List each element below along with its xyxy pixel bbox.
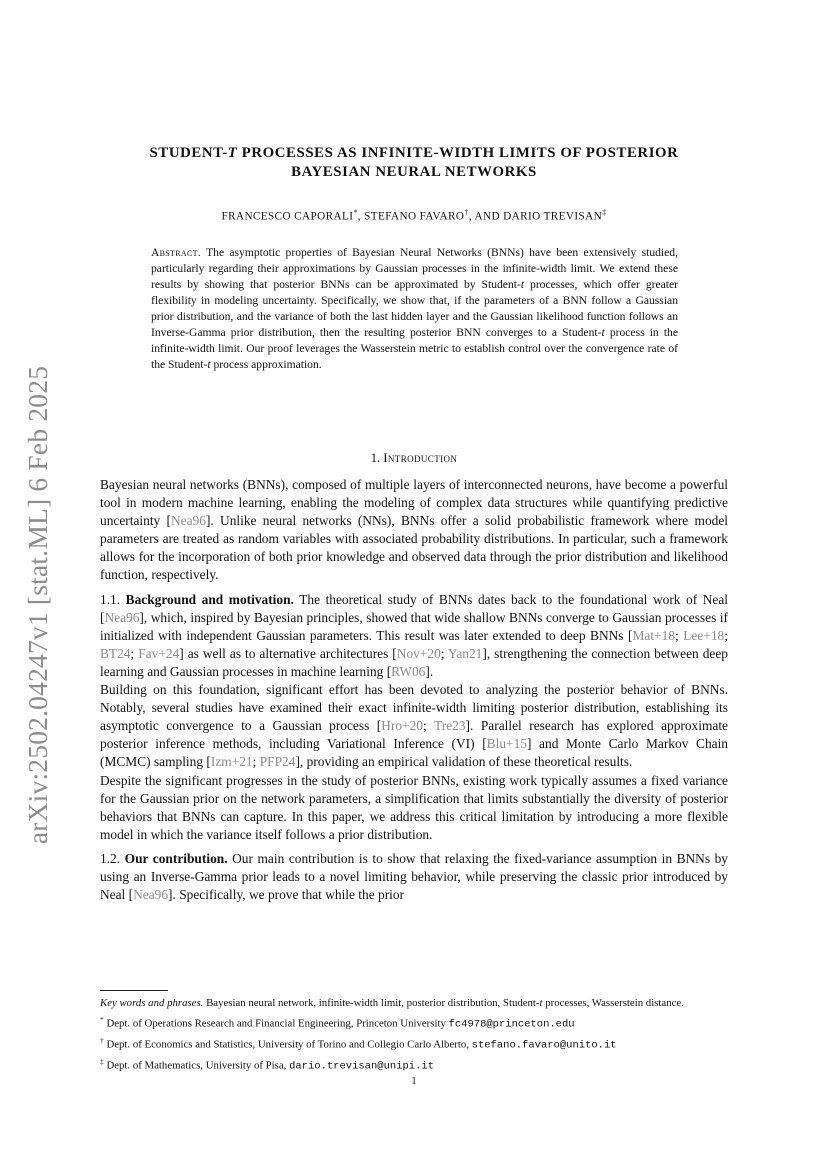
background-paragraph — [100, 591, 728, 681]
math-t: t — [207, 358, 211, 371]
math-t: t — [539, 997, 543, 1009]
abstract-text: process in the infinite-width limit. Our proof leverages the Wasserstein metric to establish control over the convergence rate of the Student- — [151, 326, 678, 371]
citation-link[interactable]: Nea96 — [104, 609, 140, 625]
citation-link[interactable]: Hro+20 — [381, 718, 424, 734]
affiliation-mark: † — [464, 208, 469, 217]
citation-link[interactable]: Yan21 — [448, 645, 483, 661]
section-number: 1. — [370, 451, 384, 465]
subsection-number: 1.2. — [100, 850, 125, 866]
section-title: Introduction — [383, 451, 458, 465]
paragraph-text: ]. Specifically, we prove that while the prior — [168, 887, 405, 903]
paragraph-text: ] as well as to alternative architectures [ — [179, 645, 397, 661]
footnotes — [100, 996, 728, 1075]
intro-paragraph — [100, 476, 728, 585]
affiliation-mark: ‡ — [602, 208, 607, 217]
title-line-2: BAYESIAN NEURAL NETWORKS — [291, 164, 537, 180]
citation-link[interactable]: Blu+15 — [486, 736, 527, 752]
citation-separator: ; — [440, 645, 449, 661]
citation-link[interactable]: RW06 — [391, 663, 426, 679]
affiliation-mark: ‡ — [100, 1056, 104, 1066]
paragraph-text: ] and Monte Carlo Markov Chain (MCMC) sampling [ — [100, 736, 728, 770]
title-line-1 — [100, 144, 728, 163]
author-name: , AND DARIO TREVISAN — [468, 210, 603, 223]
paragraph-text: Bayesian neural networks (BNNs), composed of multiple layers of interconnected neurons, have become a powerful tool in modern machine learning, enabling the modeling of complex data structures while quantifying predictive uncertainty [ — [100, 477, 728, 529]
paragraph-text: ], which, inspired by Bayesian principles, showed that wide shallow BNNs converge to Gaussian processes if initialized with independent Gaussian parameters. This result was later extended to deep BNNs [ — [100, 609, 728, 643]
affiliation-footnote-3 — [100, 1054, 728, 1075]
citation-link[interactable]: BT24 — [100, 645, 131, 661]
citation-link[interactable]: Fav+24 — [138, 645, 180, 661]
citation-separator: ; — [724, 627, 728, 643]
citation-link[interactable]: Nov+20 — [396, 645, 441, 661]
contribution-paragraph — [100, 850, 728, 904]
abstract-text: The asymptotic properties of Bayesian Neural Networks (BNNs) have been extensively studied, particularly regarding their approximations by Gaussian processes in the infinite-width limit. We extend these results by showing that posterior BNNs can be approximated by Student- — [151, 246, 678, 291]
title-italic-t: T — [227, 145, 238, 161]
subsection-number: 1.1. — [100, 591, 126, 607]
citation-link[interactable]: Lee+18 — [683, 627, 725, 643]
keywords-label: Key words and phrases. — [100, 997, 204, 1009]
keywords-text: processes, Wasserstein distance. — [542, 997, 684, 1009]
paragraph-text: The theoretical study of BNNs dates back to the foundational work of Neal [ — [100, 591, 729, 625]
email-link[interactable]: stefano.favaro@unito.it — [471, 1039, 617, 1052]
citation-link[interactable]: Tre23 — [434, 718, 466, 734]
abstract-heading: Abstract. — [151, 246, 201, 259]
paper-title — [100, 144, 728, 182]
paragraph-text: ], providing an empirical validation of these theoretical results. — [295, 754, 633, 770]
affiliation-text: Dept. of Mathematics, University of Pisa, — [103, 1059, 290, 1072]
subsection-heading: Our contribution. — [124, 850, 228, 866]
citation-link[interactable]: PFP24 — [259, 754, 296, 770]
paragraph-text: ]. Unlike neural networks (NNs), BNNs offer a solid probabilistic framework where model parameters are treated as random variables with associated probability distributions. In particular, such a framework allows for the incorporation of both prior knowledge and observed data through the prior distribution and likelihood function, respectively. — [100, 513, 728, 583]
limitation-paragraph: Despite the significant progresses in the study of posterior BNNs, existing work typically assumes a fixed variance for the Gaussian prior on the network parameters, a simplification that limits substantially the diversity of posterior behaviors that BNNs can capture. In this paper, we address this critical limitation by introducing a more flexible model in which the variance itself follows a prior distribution. — [100, 772, 728, 842]
body-text — [100, 476, 728, 904]
affiliation-text: Dept. of Operations Research and Financial Engineering, Princeton University — [103, 1017, 449, 1030]
affiliation-mark: * — [353, 208, 358, 217]
affiliation-mark: * — [100, 1014, 104, 1024]
title-text: STUDENT- — [149, 145, 228, 161]
citation-link[interactable]: Nea96 — [170, 513, 206, 529]
citation-link[interactable]: Nea96 — [133, 887, 169, 903]
paragraph-text: ]. — [425, 663, 434, 679]
abstract — [151, 245, 678, 373]
paragraph-text: ], strengthening the connection between deep learning and Gaussian processes in machine learning [ — [100, 645, 728, 679]
citation-link[interactable]: Izm+21 — [210, 754, 253, 770]
citation-separator: ; — [675, 627, 684, 643]
keywords-footnote — [100, 996, 728, 1012]
citation-link[interactable]: Mat+18 — [632, 627, 675, 643]
math-t: t — [601, 326, 605, 339]
footnote-divider — [100, 990, 168, 991]
email-link[interactable]: fc4978@princeton.edu — [448, 1018, 575, 1031]
affiliation-footnote-2 — [100, 1033, 728, 1054]
author-list — [100, 208, 728, 223]
author-name: FRANCESCO CAPORALI — [221, 210, 354, 223]
paragraph-text: Our main contribution is to show that relaxing the fixed-variance assumption in BNNs by using an Inverse-Gamma prior leads to a novel limiting behavior, while preserving the classic prior introduced by Neal [ — [100, 850, 729, 903]
paragraph-text: Building on this foundation, significant effort has been devoted to analyzing the posterior behavior of BNNs. Notably, several studies have examined their exact infinite-width limiting posterior distribution, establishing its asymptotic convergence to a Gaussian process [ — [100, 682, 728, 734]
citation-separator: ; — [130, 645, 139, 661]
abstract-text: process approximation. — [210, 358, 322, 371]
author-name: , STEFANO FAVARO — [357, 210, 465, 223]
section-heading-introduction — [100, 451, 728, 466]
email-link[interactable]: dario.trevisan@unipi.it — [289, 1060, 435, 1073]
abstract-text: processes, which offer greater flexibility in modeling uncertainty. Specifically, we show that, if the parameters of a BNN follow a Gaussian prior distribution, and the variance of both the last hidden layer and the Gaussian likelihood function follows an Inverse-Gamma prior distribution, then the resulting posterior BNN converges to a Student- — [151, 278, 679, 339]
citation-separator: ; — [423, 718, 435, 734]
affiliation-footnote-1 — [100, 1012, 728, 1033]
arxiv-identifier-stamp: arXiv:2502.04247v1 [stat.ML] 6 Feb 2025 — [22, 365, 53, 845]
affiliation-text: Dept. of Economics and Statistics, University of Torino and Collegio Carlo Alberto, — [103, 1038, 472, 1051]
paragraph-text: ]. Parallel research has explored approximate posterior inference methods, including Variational Inference (VI) [ — [100, 718, 728, 752]
keywords-text: Bayesian neural network, infinite-width limit, posterior distribution, Student- — [203, 997, 540, 1009]
page-number: 1 — [411, 1076, 417, 1087]
math-t: t — [520, 278, 525, 291]
affiliation-mark: † — [100, 1035, 104, 1045]
posterior-paragraph — [100, 681, 728, 771]
title-text-rest: PROCESSES AS INFINITE-WIDTH LIMITS OF POSTERIOR — [237, 145, 679, 161]
subsection-heading: Background and motivation. — [125, 591, 294, 607]
citation-separator: ; — [252, 754, 260, 770]
